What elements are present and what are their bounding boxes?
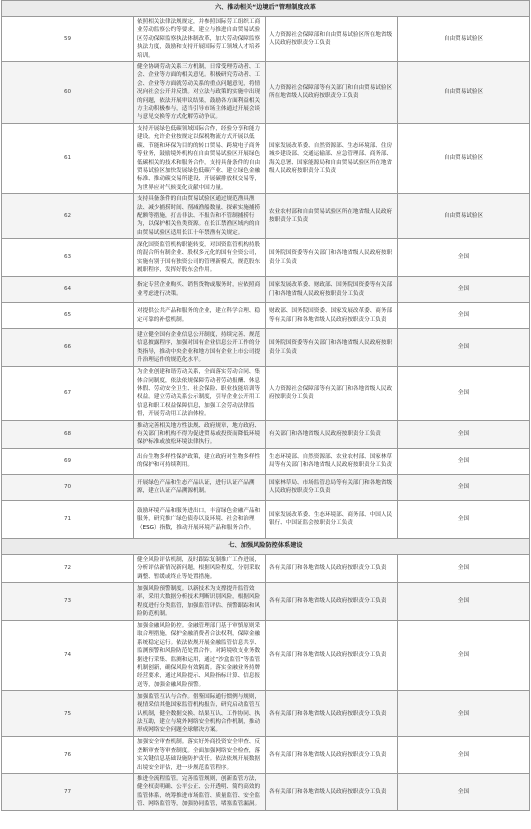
responsible-units: 各有关部门和各地省级人民政府按职责分工负责: [266, 554, 398, 582]
table-row: [2, 737, 530, 774]
row-number: 65: [2, 303, 134, 329]
implementation-scope: 自由贸易试验区: [398, 62, 530, 124]
responsible-units: 国家发展改革委、财政部、国务院国资委等有关部门和各地省级人民政府按职责分工负责: [266, 277, 398, 303]
policy-table: [1, 0, 530, 811]
implementation-scope: 全国: [398, 500, 530, 538]
responsible-units: 国家林草局、市场监管总局等有关部门和各地省级人民政府按职责分工负责: [266, 474, 398, 500]
measure-content: 推进全流程监管。完善监管规则，创新监管方法，健全权责明确、公平公正、公开透明、简约高效的监管体系，统筹推进市场监管、质量监管、安全监管、网络监管等，加强协同监管，堵塞监管漏洞。: [134, 773, 266, 810]
table-row: [2, 773, 530, 810]
implementation-scope: 全国: [398, 329, 530, 367]
measure-content: 加强风险预警制度。以新技术为支撑提升监管效率，采用大数据分析技术判断识别风险，根据风险程度进行分类监管，加强监管评估、预警跟踪和风险防范机制。: [134, 583, 266, 621]
row-number: 71: [2, 500, 134, 538]
measure-content: 加强安全审查机制。落实好外商投资安全审查、反垄断审查等审查制度。全面加强网络安全检查，落实关键信息基础设施防护责任。依法依规开展数据出境安全评估，进一步规范监管程序。: [134, 737, 266, 774]
measure-content: 鼓励环境产品和服务进出口，丰富绿色金融产品和服务，研究推广绿色债券以及环境、社会和治理（ESG）指数，推动开展环境产品和服务合作。: [134, 500, 266, 538]
section-title: 六、推动相关“边境后”管理制度改革: [2, 1, 530, 17]
implementation-scope: 全国: [398, 420, 530, 448]
measure-content: 加强金融风险防控。金融管理部门基于审慎原则采取合理措施，保护金融消费者合法权利，保障金融系统稳定运行。依法依规开展金融监管信息共享、监测预警和风险防范处置合作。对跨境收支业务数据进行采集、监测和运用，通过“沙盒监管”等监管机制创新，确保风险有效隔离。落实金融业务持牌经营要求，通过风险提示、风险指标计算、信息报送等，加强金融风险预警。: [134, 621, 266, 691]
responsible-units: 人力资源社会保障部等有关部门和自由贸易试验区所在地省级人民政府按职责分工负责: [266, 62, 398, 124]
measure-content: 推动完善相关地方性法规、政府规章，地方政府、有关部门和机构不得为促进贸易或投资而降低环境保护标准或放松环境法律执行。: [134, 420, 266, 448]
row-number: 61: [2, 123, 134, 193]
responsible-units: 财政部、国务院国资委、国家发展改革委、商务部等有关部门和各地省级人民政府按职责分工负责: [266, 303, 398, 329]
responsible-units: 国务院国资委等有关部门和各地省级人民政府按职责分工负责: [266, 329, 398, 367]
row-number: 73: [2, 583, 134, 621]
table-row: [2, 691, 530, 737]
row-number: 63: [2, 239, 134, 277]
implementation-scope: 全国: [398, 554, 530, 582]
row-number: 69: [2, 448, 134, 474]
implementation-scope: 全国: [398, 621, 530, 691]
row-number: 60: [2, 62, 134, 124]
implementation-scope: 全国: [398, 367, 530, 420]
row-number: 74: [2, 621, 134, 691]
table-row: [2, 277, 530, 303]
row-number: 59: [2, 17, 134, 62]
responsible-units: 各有关部门和各地省级人民政府按职责分工负责: [266, 583, 398, 621]
responsible-units: 各有关部门和各地省级人民政府按职责分工负责: [266, 691, 398, 737]
responsible-units: 国家发展改革委、生态环境部、商务部、中国人民银行、中国证监会按职责分工负责: [266, 500, 398, 538]
responsible-units: 国家发展改革委、自然资源部、生态环境部、住房城乡建设部、交通运输部、应急管理部、商务部、海关总署、国家能源局和自由贸易试验区所在地省级人民政府按职责分工负责: [266, 123, 398, 193]
implementation-scope: 全国: [398, 277, 530, 303]
implementation-scope: 全国: [398, 583, 530, 621]
implementation-scope: 自由贸易试验区: [398, 123, 530, 193]
responsible-units: 人力资源社会保障部等有关部门和各地省级人民政府按职责分工负责: [266, 367, 398, 420]
table-row: [2, 303, 530, 329]
implementation-scope: 全国: [398, 303, 530, 329]
policy-table-body: [2, 1, 530, 811]
implementation-scope: 自由贸易试验区: [398, 194, 530, 239]
responsible-units: 各有关部门和各地省级人民政府按职责分工负责: [266, 737, 398, 774]
measure-content: 对提供公共产品和服务的企业，建立科学合理、稳定可靠的补偿机制。: [134, 303, 266, 329]
implementation-scope: 全国: [398, 474, 530, 500]
responsible-units: 各有关部门和各地省级人民政府按职责分工负责: [266, 773, 398, 810]
table-row: [2, 17, 530, 62]
table-row: [2, 500, 530, 538]
row-number: 76: [2, 737, 134, 774]
implementation-scope: 全国: [398, 773, 530, 810]
table-row: [2, 448, 530, 474]
table-row: [2, 420, 530, 448]
responsible-units: 农业农村部和自由贸易试验区所在地省级人民政府按职责分工负责: [266, 194, 398, 239]
table-row: [2, 194, 530, 239]
implementation-scope: 全国: [398, 691, 530, 737]
implementation-scope: 全国: [398, 239, 530, 277]
measure-content: 支持开展绿色低碳领域国际合作，经验分享和能力建设。允许企业按规定以保税物流方式开展以低碳、节能和环保为目的的转口贸易、跨境电子商务等业务，鼓励境外机构在自由贸易试验区开展绿色低碳相关的技术和服务合作，支持具备条件的自由贸易试验区加快发展绿色低碳产业、建立绿色金融标准、推动碳交易所建设、开展碳排放权交易等，为世界应对气候变化贡献中国力量。: [134, 123, 266, 193]
measure-content: 为企业创建和谐劳动关系，全面落实劳动合同、集体合同制度，依法依规保障劳动者劳动报酬、休息休假、劳动安全卫生、社会保险、职业技能培训等权益。建立劳动关系公示制度，引导企业公开用工信息和职工权益保障信息，加强工会劳动法律监督，开展劳动用工法治体检。: [134, 367, 266, 420]
row-number: 75: [2, 691, 134, 737]
responsible-units: 人力资源社会保障部和自由贸易试验区所在地省级人民政府按职责分工负责: [266, 17, 398, 62]
row-number: 70: [2, 474, 134, 500]
table-row: [2, 367, 530, 420]
table-row: [2, 554, 530, 582]
implementation-scope: 全国: [398, 737, 530, 774]
responsible-units: 有关部门和各地省级人民政府按职责分工负责: [266, 420, 398, 448]
section-header-row: [2, 538, 530, 554]
row-number: 72: [2, 554, 134, 582]
measure-content: 出台生物多样性保护政策，建立政府对生物多样性的保护和可持续利用。: [134, 448, 266, 474]
table-row: [2, 239, 530, 277]
measure-content: 开展绿色产品和生态产品认证，进行认证产品溯源，建立认证产品溯源机制。: [134, 474, 266, 500]
row-number: 64: [2, 277, 134, 303]
table-row: [2, 123, 530, 193]
measure-content: 深化国资监管机构职能转变，对国资监管机构持股的混合所有制企业、股权多元化的国有全资公司，实施有别于国有独资公司的管理新模式，规范股东履职程序，发挥好股东会作用。: [134, 239, 266, 277]
table-row: [2, 583, 530, 621]
measure-content: 健全协调劳动关系三方机制，日常受理劳动者、工会、企业等方面的相关意见。积极研究劳动者、工会、企业等方面就劳动关系的重点问题意见，将情况向社会公开并反馈。对立法与政策的实施中出现的问题，依法开展审议结果，鼓励各方面利益相关方主动积极参与，适当引导市场主体通过开展会谈与意见交换等方式化解劳动争议。: [134, 62, 266, 124]
row-number: 77: [2, 773, 134, 810]
table-row: [2, 62, 530, 124]
row-number: 66: [2, 329, 134, 367]
measure-content: 支持具备条件的自由贸易试验区通过规范渔具渔法、减少捕捞时间、削减渔船数量、探索实施捕捞配额等措施，打击非法、不报告和不管制捕捞行为，以保护相关鱼类资源。在长江禁渔区域内的自由贸易试验区适用长江十年禁渔有关规定。: [134, 194, 266, 239]
row-number: 68: [2, 420, 134, 448]
responsible-units: 各有关部门和各地省级人民政府按职责分工负责: [266, 621, 398, 691]
row-number: 67: [2, 367, 134, 420]
responsible-units: 国务院国资委等有关部门和各地省级人民政府按职责分工负责: [266, 239, 398, 277]
measure-content: 依照相关法律法规规定，并参照国际劳工组织工商业劳动监察公约等要求，建立与推进自由贸易试验区劳动保障监察执法体制改革，加大劳动保障监察执法力度，鼓励和支持开展国际劳工领域人才培养培训。: [134, 17, 266, 62]
section-title: 七、加强风险防控体系建设: [2, 538, 530, 554]
table-row: [2, 621, 530, 691]
implementation-scope: 全国: [398, 448, 530, 474]
table-row: [2, 474, 530, 500]
row-number: 62: [2, 194, 134, 239]
table-row: [2, 329, 530, 367]
responsible-units: 生态环境部、自然资源部、农业农村部、国家林草局等有关部门和各地省级人民政府按职责分工负责: [266, 448, 398, 474]
measure-content: 健全风险评估机制，及时跟踪复制推广工作进展，分析评估新情况新问题，根据风险程度，分别采取调整、暂缓或终止等处置措施。: [134, 554, 266, 582]
measure-content: 加强监管互认与合作。借鉴国际通行惯例与规则，视情采信其他国家监管机构报告，研究启动监管互认机制，健全数据交换、结果互认、工作协同、执法互助，建立与境外网络安全机构合作机制，推动形成网络安全问题全球解决方案。: [134, 691, 266, 737]
implementation-scope: 自由贸易试验区: [398, 17, 530, 62]
measure-content: 指定专营企业购买、销售货物或服务时，应依照商业考虑进行决策。: [134, 277, 266, 303]
section-header-row: [2, 1, 530, 17]
measure-content: 建立健全国有企业信息公开制度，持续完善、规范信息披露程序，加强对国有企业信息公开工作的分类指导，推动中央企业和地方国有企业上市公司提升治理运作的规范化水平。: [134, 329, 266, 367]
